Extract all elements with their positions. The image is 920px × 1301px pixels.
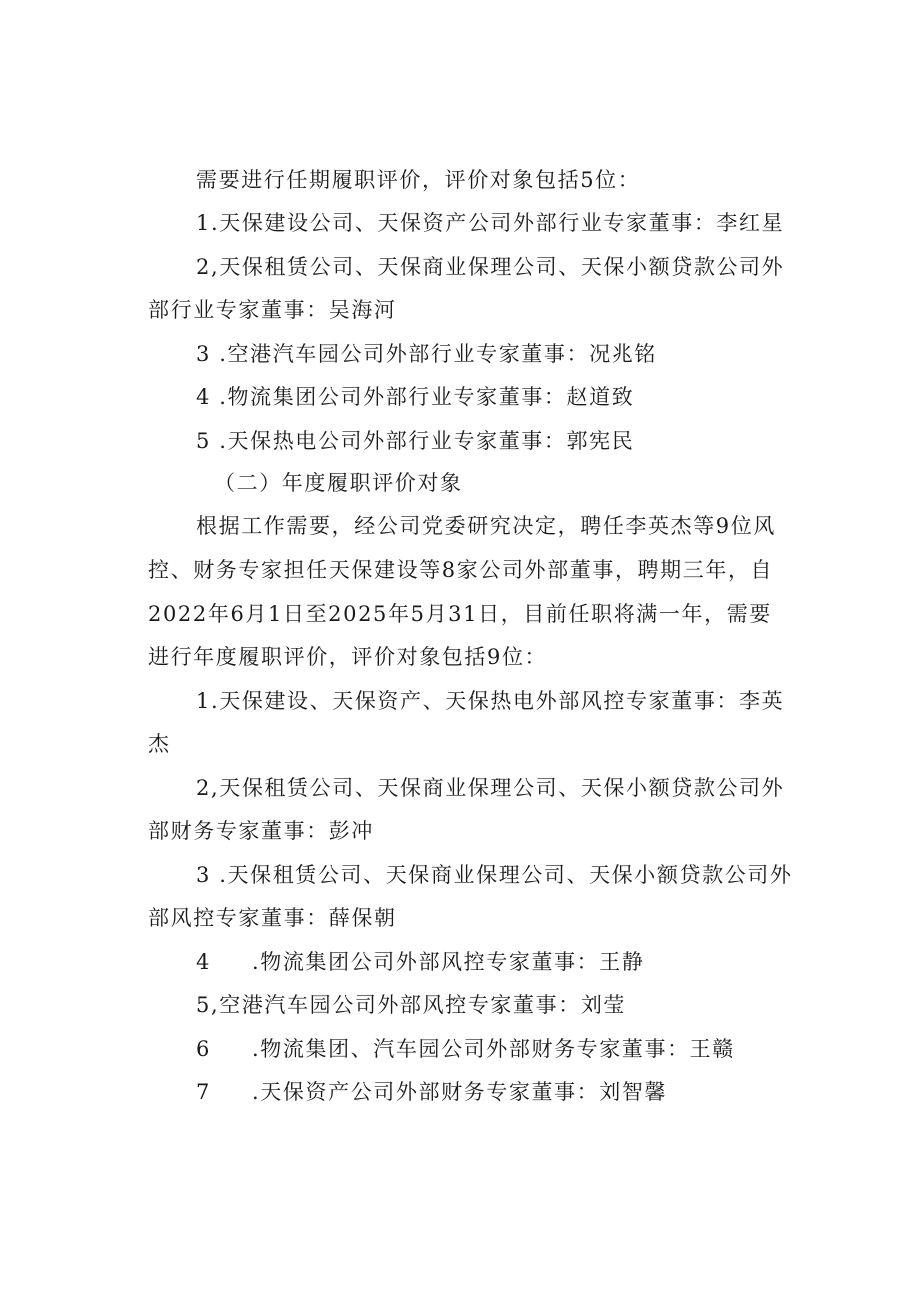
list-number: 4	[196, 950, 211, 974]
list-item-continuation: 杰	[148, 732, 171, 756]
list-item: 1.天保建设、天保资产、天保热电外部风控专家董事：李英	[196, 689, 785, 713]
list-item: 5 .天保热电公司外部行业专家董事：郭宪民	[196, 429, 635, 453]
list-number: 7	[196, 1080, 211, 1104]
list-item	[196, 947, 856, 977]
list-item-continuation: 部风控专家董事：薛保朝	[148, 906, 397, 930]
list-item: 1.天保建设公司、天保资产公司外部行业专家董事：李红星	[196, 211, 785, 235]
list-item: 4 .物流集团公司外部行业专家董事：赵道致	[196, 385, 635, 409]
section-heading: （二）年度履职评价对象	[214, 471, 463, 495]
paragraph-line: 根据工作需要，经公司党委研究决定，聘任李英杰等9位风	[196, 514, 776, 538]
list-item: 3 .天保租赁公司、天保商业保理公司、天保小额贷款公司外	[196, 863, 793, 887]
list-text: .物流集团公司外部风控专家董事：王静	[252, 950, 645, 974]
list-item: 2,天保租赁公司、天保商业保理公司、天保小额贷款公司外	[196, 255, 785, 279]
list-item: 3 .空港汽车园公司外部行业专家董事：况兆铭	[196, 342, 657, 366]
paragraph-line: 需要进行任期履职评价，评价对象包括5位：	[196, 168, 641, 192]
list-item-continuation: 部财务专家董事：彭冲	[148, 819, 374, 843]
paragraph-line: 进行年度履职评价，评价对象包括9位：	[148, 645, 548, 669]
list-item-continuation: 部行业专家董事：吴海河	[148, 298, 397, 322]
list-item	[196, 1034, 856, 1064]
list-text: .天保资产公司外部财务专家董事：刘智馨	[252, 1080, 668, 1104]
list-item	[196, 1077, 856, 1107]
paragraph-line: 控、财务专家担任天保建设等8家公司外部董事，聘期三年，自	[148, 558, 774, 582]
list-text: .物流集团、汽车园公司外部财务专家董事：王赣	[252, 1037, 735, 1061]
list-item: 5,空港汽车园公司外部风控专家董事：刘莹	[196, 993, 627, 1017]
list-number: 6	[196, 1037, 211, 1061]
paragraph-line: 2022年6月1日至2025年5月31日，目前任职将满一年，需要	[148, 602, 772, 626]
list-item: 2,天保租赁公司、天保商业保理公司、天保小额贷款公司外	[196, 776, 785, 800]
